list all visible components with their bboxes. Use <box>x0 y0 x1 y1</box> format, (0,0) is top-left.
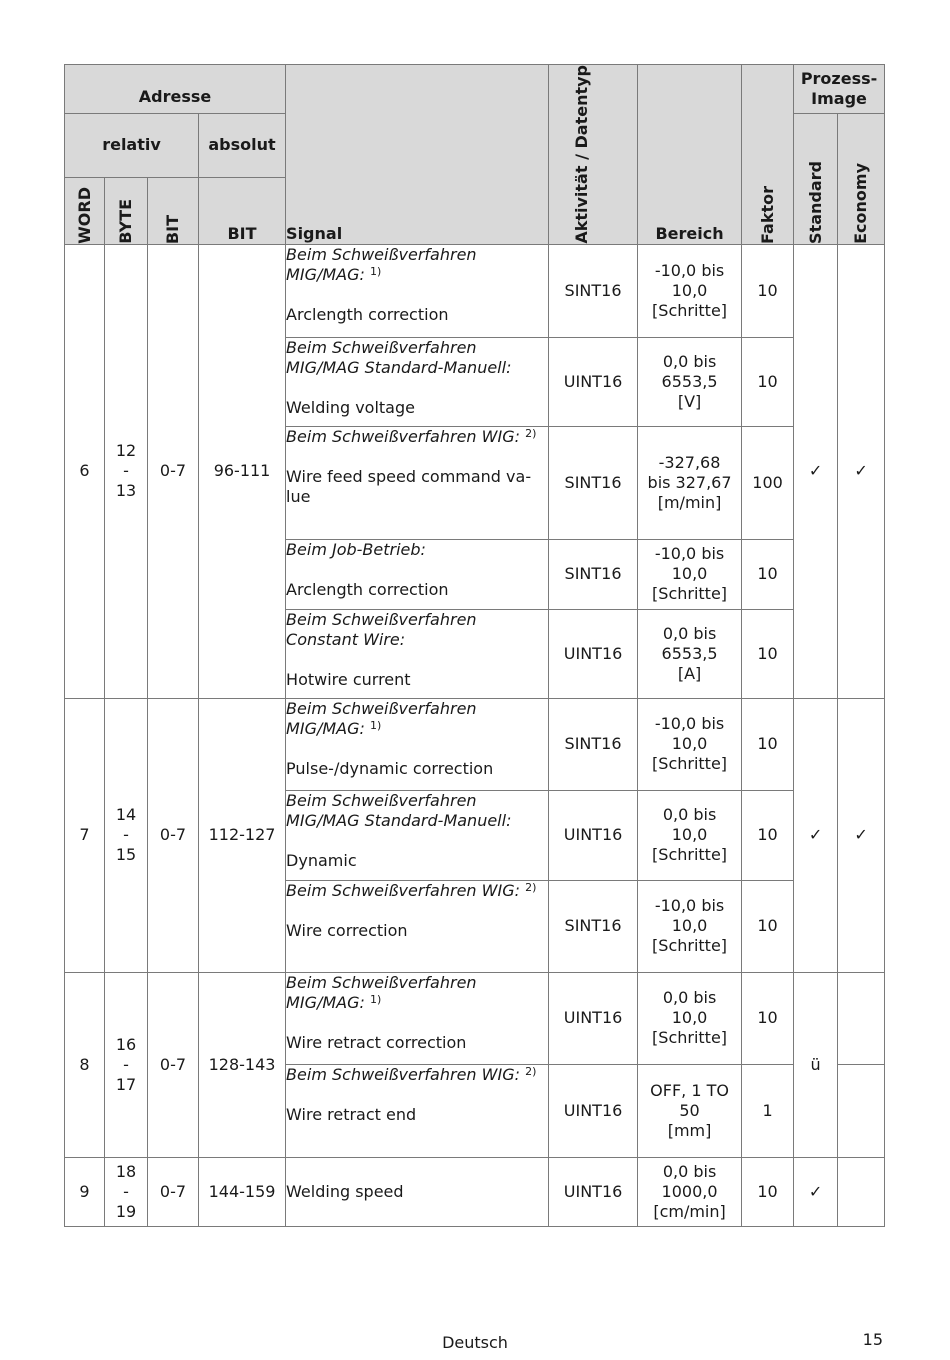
signal-condition-text: Beim Job-Betrieb: <box>286 539 426 559</box>
range-cell <box>638 698 742 790</box>
range-line: 6553,5 <box>661 371 718 391</box>
range-line: 6553,5 <box>661 643 718 663</box>
table-row <box>65 1157 885 1226</box>
standard-cell: ✓ <box>794 1157 838 1226</box>
range-line: 10,0 <box>671 564 708 584</box>
datatype-cell: UINT16 <box>549 609 638 698</box>
byte-line: 16 <box>115 1034 137 1054</box>
factor-cell: 10 <box>742 539 794 609</box>
range-line: 0,0 bis <box>662 1161 717 1181</box>
range-line: 10,0 <box>671 280 708 300</box>
range-line: [Schritte] <box>652 1028 728 1048</box>
signal-condition <box>286 973 548 1013</box>
signal-name: Dynamic <box>286 850 357 870</box>
header-standard <box>794 114 838 245</box>
byte-line: - <box>123 1054 129 1074</box>
signal-cell <box>286 337 549 426</box>
byte-line: 13 <box>115 481 137 501</box>
table-row <box>65 244 885 337</box>
signal-name: Wire retract correction <box>286 1032 467 1052</box>
factor-cell: 10 <box>742 880 794 972</box>
signal-cell <box>286 244 549 337</box>
range-cell <box>638 1064 742 1157</box>
header-absolut: absolut <box>199 114 286 178</box>
range-line: -10,0 bis <box>654 714 725 734</box>
byte-line: 19 <box>115 1201 137 1221</box>
range-line: [Schritte] <box>652 936 728 956</box>
header-bit-abs: BIT <box>199 177 286 244</box>
signal-cell <box>286 426 549 539</box>
datatype-cell: SINT16 <box>549 426 638 539</box>
range-line: [Schritte] <box>652 300 728 320</box>
header-word-label: WORD <box>74 186 94 244</box>
signal-condition-text: Beim Schweißverfahren WIG: <box>286 426 520 446</box>
datatype-cell: UINT16 <box>549 790 638 880</box>
byte-line: - <box>123 1181 129 1201</box>
footnote-ref: 2) <box>525 426 537 440</box>
range-line: 10,0 <box>671 916 708 936</box>
range-cell <box>638 880 742 972</box>
range-line: -10,0 bis <box>654 260 725 280</box>
factor-cell: 10 <box>742 790 794 880</box>
range-line: OFF, 1 TO <box>650 1080 729 1100</box>
signal-cell <box>286 880 549 972</box>
header-datentyp <box>549 65 638 245</box>
range-line: 0,0 bis <box>662 623 717 643</box>
datatype-cell: SINT16 <box>549 539 638 609</box>
signal-name: Pulse-/dynamic correction <box>286 758 494 778</box>
bit-abs-cell: 96-111 <box>199 244 286 698</box>
signal-condition <box>286 540 548 560</box>
header-economy-label: Economy <box>851 162 871 244</box>
factor-cell: 10 <box>742 698 794 790</box>
range-line: -327,68 <box>658 452 721 472</box>
header-signal: Signal <box>286 65 549 245</box>
byte-line: 12 <box>115 441 137 461</box>
bit-cell: 0-7 <box>148 1157 199 1226</box>
range-line: [Schritte] <box>652 584 728 604</box>
header-datentyp-label: Aktivität / Datentyp <box>572 65 592 244</box>
footnote-ref: 1) <box>370 264 382 278</box>
header-bit-label: BIT <box>163 214 182 244</box>
bit-abs-cell: 144-159 <box>199 1157 286 1226</box>
range-line: 10,0 <box>671 734 708 754</box>
signal-name: Welding voltage <box>286 397 415 417</box>
bit-abs-cell: 128-143 <box>199 972 286 1157</box>
header-economy <box>838 114 885 245</box>
range-line: 10,0 <box>671 1008 708 1028</box>
byte-cell <box>105 972 148 1157</box>
datatype-cell: UINT16 <box>549 1064 638 1157</box>
word-cell: 7 <box>65 698 105 972</box>
signal-cell <box>286 609 549 698</box>
standard-cell: ✓ <box>794 244 838 698</box>
byte-line: 15 <box>115 845 137 865</box>
signal-name: Wire feed speed command va-lue <box>286 466 532 506</box>
signal-condition <box>286 245 548 285</box>
signal-condition-text: Beim Schweißverfahren MIG/MAG Standard-Manuell: <box>286 337 512 377</box>
signal-condition-text: Beim Schweißverfahren MIG/MAG: <box>286 244 477 284</box>
bit-cell: 0-7 <box>148 972 199 1157</box>
header-faktor <box>742 65 794 245</box>
header-faktor-label: Faktor <box>757 185 777 244</box>
signal-cell <box>286 539 549 609</box>
range-line: [Schritte] <box>652 754 728 774</box>
word-cell: 9 <box>65 1157 105 1226</box>
range-cell <box>638 244 742 337</box>
footnote-ref: 1) <box>370 992 382 1006</box>
range-line: [Schritte] <box>652 845 728 865</box>
signal-condition <box>286 791 548 831</box>
signal-table <box>64 64 885 1227</box>
footnote-ref: 2) <box>525 1064 537 1078</box>
range-line: 0,0 bis <box>662 805 717 825</box>
signal-condition-text: Beim Schweißverfahren MIG/MAG: <box>286 972 477 1012</box>
range-line: -10,0 bis <box>654 544 725 564</box>
range-line: 50 <box>679 1100 700 1120</box>
bit-cell: 0-7 <box>148 244 199 698</box>
datatype-cell: UINT16 <box>549 972 638 1064</box>
signal-gap <box>286 1085 548 1105</box>
header-standard-label: Standard <box>805 160 825 244</box>
range-line: [mm] <box>667 1120 712 1140</box>
signal-condition <box>286 338 548 378</box>
byte-line: - <box>123 461 129 481</box>
signal-condition <box>286 427 548 447</box>
range-line: bis 327,67 <box>647 472 732 492</box>
range-cell <box>638 972 742 1064</box>
range-line: [cm/min] <box>653 1201 726 1221</box>
factor-cell: 100 <box>742 426 794 539</box>
byte-line: - <box>123 825 129 845</box>
range-line: [V] <box>677 391 702 411</box>
header-bereich: Bereich <box>638 65 742 245</box>
byte-line: 14 <box>115 805 137 825</box>
signal-name: Hotwire current <box>286 669 411 689</box>
factor-cell: 1 <box>742 1064 794 1157</box>
signal-gap <box>286 447 548 467</box>
standard-cell: ü <box>794 972 838 1157</box>
datatype-cell: UINT16 <box>549 1157 638 1226</box>
range-cell <box>638 609 742 698</box>
table-row <box>65 972 885 1064</box>
datatype-cell: SINT16 <box>549 244 638 337</box>
word-cell: 8 <box>65 972 105 1157</box>
byte-cell <box>105 1157 148 1226</box>
factor-cell: 10 <box>742 609 794 698</box>
header-bit <box>148 177 199 244</box>
economy-cell <box>838 1157 885 1226</box>
header-byte <box>105 177 148 244</box>
header-prozess-image: Prozess-Image <box>794 65 885 114</box>
range-line: -10,0 bis <box>654 896 725 916</box>
signal-condition-text: Beim Schweißverfahren Constant Wire: <box>286 609 477 649</box>
header-adresse: Adresse <box>65 65 286 114</box>
signal-name: Wire correction <box>286 920 408 940</box>
signal-condition-text: Beim Schweißverfahren MIG/MAG: <box>286 698 477 738</box>
range-cell <box>638 1157 742 1226</box>
range-cell <box>638 337 742 426</box>
datatype-cell: SINT16 <box>549 698 638 790</box>
factor-cell: 10 <box>742 1157 794 1226</box>
signal-name: Arclength correction <box>286 579 449 599</box>
signal-gap <box>286 560 548 580</box>
signal-name: Wire retract end <box>286 1104 417 1124</box>
range-cell <box>638 790 742 880</box>
factor-cell: 10 <box>742 972 794 1064</box>
byte-line: 17 <box>115 1074 137 1094</box>
header-relativ: relativ <box>65 114 199 178</box>
footer-language: Deutsch <box>442 1333 508 1352</box>
footnote-ref: 1) <box>370 718 382 732</box>
signal-cell <box>286 1064 549 1157</box>
datatype-cell: UINT16 <box>549 337 638 426</box>
signal-condition-text: Beim Schweißverfahren WIG: <box>286 880 520 900</box>
signal-gap <box>286 650 548 670</box>
signal-gap <box>286 378 548 398</box>
economy-cell <box>838 1064 885 1157</box>
economy-cell: ✓ <box>838 698 885 972</box>
bit-abs-cell: 112-127 <box>199 698 286 972</box>
word-cell: 6 <box>65 244 105 698</box>
signal-name: Arclength correction <box>286 304 449 324</box>
factor-cell: 10 <box>742 337 794 426</box>
signal-name: Welding speed <box>286 1181 404 1201</box>
table-body <box>65 244 885 1226</box>
economy-cell <box>838 972 885 1064</box>
range-line: 10,0 <box>671 825 708 845</box>
range-line: [A] <box>677 663 702 683</box>
byte-line: 18 <box>115 1161 137 1181</box>
footnote-ref: 2) <box>525 880 537 894</box>
byte-cell <box>105 244 148 698</box>
signal-condition <box>286 610 548 650</box>
header-byte-label: BYTE <box>116 198 135 244</box>
byte-cell <box>105 698 148 972</box>
signal-cell <box>286 790 549 880</box>
page-number: 15 <box>862 1330 883 1349</box>
range-line: 0,0 bis <box>662 351 717 371</box>
signal-condition-text: Beim Schweißverfahren WIG: <box>286 1064 520 1084</box>
signal-gap <box>286 831 548 851</box>
signal-condition <box>286 881 548 901</box>
range-line: [m/min] <box>657 492 722 512</box>
header-word <box>65 177 105 244</box>
signal-gap <box>286 901 548 921</box>
signal-gap <box>286 1013 548 1033</box>
economy-cell: ✓ <box>838 244 885 698</box>
standard-cell: ✓ <box>794 698 838 972</box>
signal-condition <box>286 699 548 739</box>
signal-cell <box>286 698 549 790</box>
bit-cell: 0-7 <box>148 698 199 972</box>
factor-cell: 10 <box>742 244 794 337</box>
datatype-cell: SINT16 <box>549 880 638 972</box>
signal-cell <box>286 972 549 1064</box>
signal-condition <box>286 1065 548 1085</box>
range-cell <box>638 426 742 539</box>
signal-condition-text: Beim Schweißverfahren MIG/MAG Standard-Manuell: <box>286 790 512 830</box>
signal-gap <box>286 739 548 759</box>
range-cell <box>638 539 742 609</box>
range-line: 0,0 bis <box>662 988 717 1008</box>
signal-gap <box>286 285 548 305</box>
table-row <box>65 698 885 790</box>
range-line: 1000,0 <box>661 1181 718 1201</box>
signal-cell <box>286 1157 549 1226</box>
